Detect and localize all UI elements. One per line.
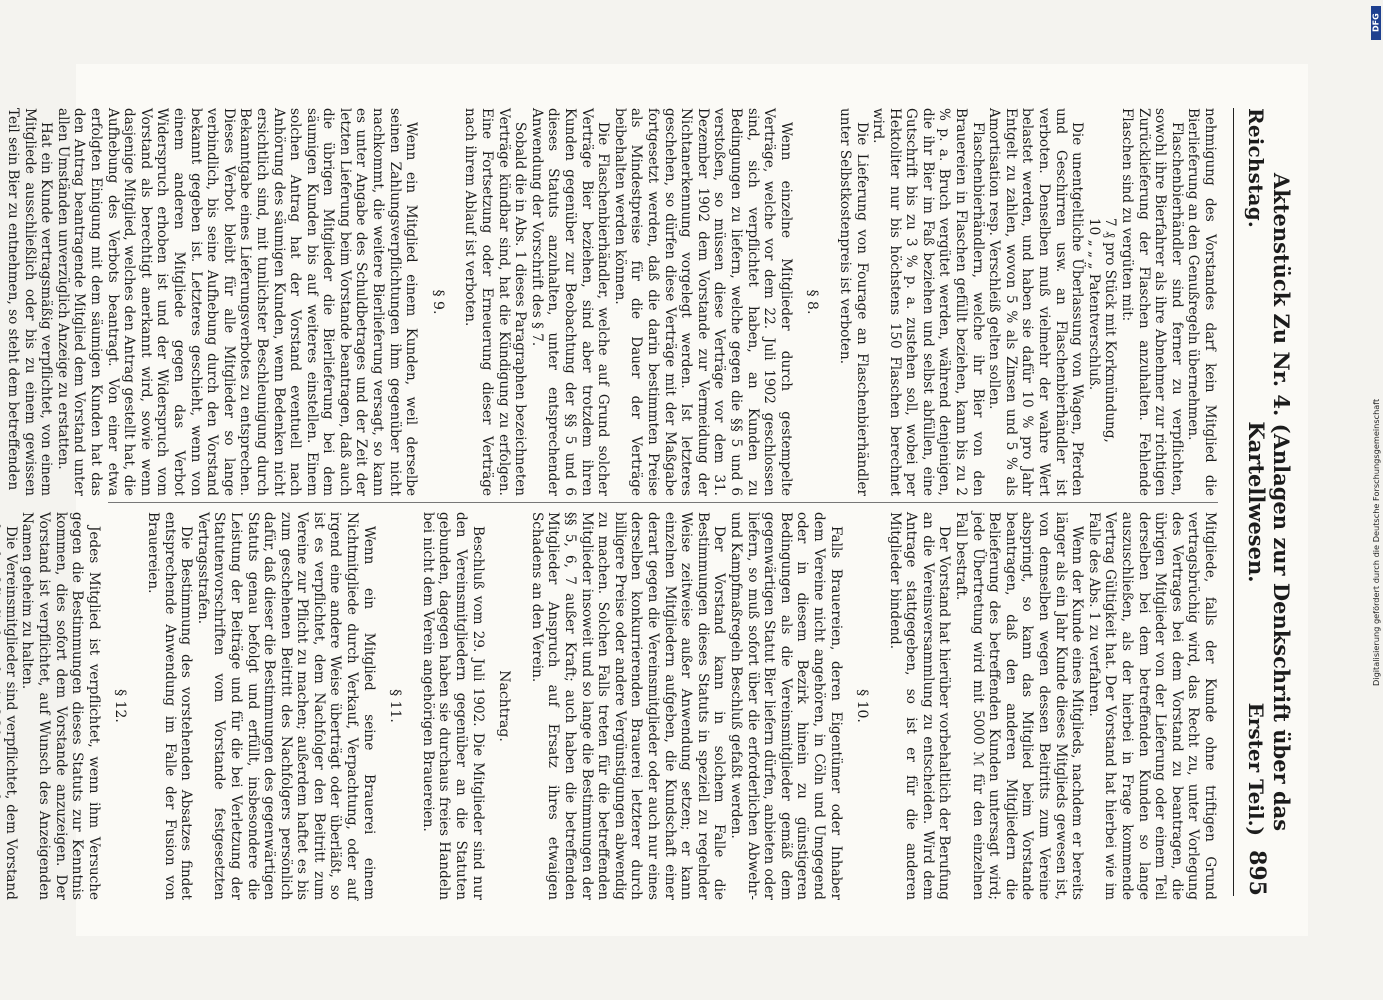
digitization-credit: Digitalisierung gefördert durch die Deutsche Forschungsgemeinschaft	[1371, 398, 1381, 686]
section-heading: § 9.	[429, 289, 446, 315]
paragraph: Flaschenbierhändler sind ferner zu verpflichten, sowohl ihre Bierfahrer als ihre Abnehmer zur richtigen Zurücklieferung der Flaschen anzuhalten. Fehlende Flaschen sind zu vergüten mit:	[1118, 108, 1185, 496]
header-center: Aktenstück Zu Nr. 4. (Anlagen zur Denkschrift über das Kartellwesen.	[1243, 172, 1294, 832]
paragraph: Jedes Mitglied ist verpflichtet, wenn ihm Versuche gegen die Bestimmungen dieses Statuts zur Kenntnis kommen, dies sofort dem Vorstande anzuzeigen. Der Vorstand ist verpflichtet, auf Wunsch des Anzeigenden Namen geheim zu halten.	[18, 512, 102, 900]
paragraph: Der Vorstand kann in solchem Falle die Bestimmungen dieses Statuts in speziell zu regelnder Weise zeitweise außer Anwendung setzen; er kann einzelnen Mitgliedern aufgeben, die Kundschaft einer derart gegen die Vereinsmitglieder oder auch nur eines derselben konkurrierenden Brauerei letzterer durch billigere Preise oder andere Vergünstigungen abwendig zu machen. Solchen Falls treten für die betreffenden Mitglieder insoweit und so lange die Bestimmungen der §§ 5, 6, 7 außer Kraft; auch haben die betreffenden Mitglieder Anspruch auf Ersatz ihres etwaigen Schadens an den Verein.	[528, 512, 727, 900]
paragraph: Wenn ein Mitglied einem Kunden, weil derselbe seinen Zahlungsverpflichtungen ihm gegenüber nicht nachkommt, die weitere Bierlieferung versagt, so kann es unter Angabe des Schuldbetrages und der Zeit der letzten Lieferung beim Vorstande beantragen, daß auch die übrigen Mitglieder die Bierlieferung bei dem säumigen Kunden bis auf weiteres einstellen. Einem solchen Antrag hat der Vorstand eventuell nach Anhörung des säumigen Kunden, wenn Bedenken nicht ersichtlich sind, mit tunlichster Beschleunigung durch Bekanntgabe eines Lieferungsverbotes zu entsprechen. Dieses Verbot bleibt für alle Mitglieder so lange verbindlich, bis seine Aufhebung durch den Vorstand bekannt gegeben ist. Letzteres geschieht, wenn von einem anderen Mitgliede gegen das Verbot Widerspruch erhoben ist und der Widerspruch vom Vorstand als berechtigt anerkannt wird, sowie wenn dasjenige Mitglied, welches den Antrag gestellt hat, die Aufhebung des Verbots beantragt. Von einer etwa erfolgten Einigung mit dem säumigen Kunden hat das den Antrag beantragende Mitglied dem Vorstand unter allen Umständen unverzüglich Anzeige zu erstatten.	[54, 108, 419, 496]
tariff-line: 10 „ „ „ Patentverschluß.	[1085, 218, 1102, 391]
paragraph: Flaschenbierhändlern, welche ihr Bier von den Brauereien in Flaschen gefüllt beziehen, kann bis zu 2 % p. a. Bruch vergütet werden, während denjenigen, die ihr Bier im Faß beziehen und selbst abfüllen, eine Gutschrift bis zu 3 % p. a. zustehen soll, wobei per Hektoliter nur bis höchstens 150 Flaschen berechnet wird.	[869, 108, 986, 496]
digitization-sidebar	[1371, 0, 1381, 686]
paragraph: Falls Brauereien, deren Eigentümer oder Inhaber dem Vereine nicht angehören, in Cöln und Umgegend oder in diesem Bezirk hinein zu günstigeren Bedingungen als die Vereinsmitglieder gemäß dem gegenwärtigen Statut Bier liefern dürfen, anbieten oder liefern, so muß sofort über die erforderlichen Abwehr- und Kampfmaßregeln Beschluß gefaßt werden.	[727, 512, 844, 900]
page-header	[1233, 108, 1294, 896]
section-heading: § 10.	[853, 689, 870, 723]
paragraph: Wenn der Kunde eines Mitglieds, nachdem er bereits länger als ein Jahr Kunde dieses Mitglieds gewesen ist, von demselben wegen dessen Beitritts zum Vereine abspringt, so kann das Mitglied beim Vorstande beantragen, daß den anderen Mitgliedern die Belieferung des betreffenden Kunden untersagt wird; jede Übertretung wird mit 5000 ℳ für den einzelnen Fall bestraft.	[952, 512, 1085, 900]
paragraph: Hat ein Kunde vertragsmäßig verpflichtet, von einem Mitgliede ausschließlich oder bis zu einem gewissen Teil sein Bier zu entnehmen, so steht dem betreffenden	[4, 108, 54, 496]
paragraph: Die Vereinsmitglieder sind verpflichtet, dem Vorstand	[2, 526, 19, 900]
tariff-line: 7 ₰ pro Stück mit Korkmündung,	[1101, 218, 1118, 443]
paragraph: Mitgliede, falls der Kunde ohne triftigen Grund vertragsbrüchig wird, das Recht zu, unter Vorlegung des Vertrages bei dem Vorstand zu beantragen, die übrigen Mitglieder von der Lieferung oder einem Teil derselben bei dem betreffenden Kunden so lange auszuschließen, als der hierbei in Frage kommende Vertrag Gültigkeit hat. Der Vorstand hat hierbei wie im Falle des Abs. 1 zu verfahren.	[1085, 512, 1218, 900]
section-heading: § 12.	[111, 689, 128, 723]
right-column	[2, 512, 1218, 900]
header-right: Erster Teil.)	[1243, 702, 1268, 836]
document-page	[2, 64, 1308, 936]
section-heading: § 8.	[803, 289, 820, 315]
paragraph: Der Vorstand hat hierüber vorbehaltlich der Berufung an die Vereinsversammlung zu entscheiden. Wird dem Antrage stattgegeben, so ist er für die anderen Mitglieder bindend.	[886, 512, 952, 900]
paragraph: nehmigung des Vorstandes darf kein Mitglied die Bierlieferung an den Genußregeln übernehmen.	[1184, 108, 1218, 496]
paragraph: Die Lieferung von Fourage an Flaschenbierhändler unter Selbstkostenpreis ist verboten.	[836, 108, 870, 496]
column-divider	[108, 502, 1218, 503]
paragraph: Die Bestimmung des vorstehenden Absatzes findet entsprechende Anwendung im Falle der Fusion von Brauereien.	[144, 512, 194, 900]
paragraph: Wenn ein Mitglied seine Brauerei einem Nichtmitgliede durch Verkauf, Verpachtung, oder auf irgend eine andere Weise überträgt oder überläßt, so ist es verpflichtet, dem Nachfolger den Beitritt zum Vereine zur Pflicht zu machen; außerdem haftet es bis zum geschehenen Beitritt des Nachfolgers persönlich dafür, daß dieser die Bestimmungen des gegenwärtigen Statuts genau befolgt und erfüllt, insbesondere die Leistung der Beiträge und für die bei Verletzung der Statutenvorschriften vom Vorstande festgesetzten Vertragsstrafen.	[194, 512, 377, 900]
paragraph: Sobald die in Abs. 1 dieses Paragraphen bezeichneten Verträge kündbar sind, hat die Kündigung zu erfolgen. Eine Fortsetzung oder Erneuerung dieser Verträge nach ihrem Ablauf ist verboten.	[461, 108, 528, 496]
paragraph: Wenn einzelne Mitglieder durch gestempelte Verträge, welche vor dem 22. Juli 1902 geschlossen sind, sich verpflichtet haben, an Kunden zu Bedingungen zu liefern, welche gegen die §§ 5 und 6 verstoßen, so müssen diese Verträge vor dem 31. Dezember 1902 dem Vorstande zur Vermeidung der Nichtanerkennung vorgelegt werden. Ist letzteres geschehen, so dürfen diese Verträge mit der Maßgabe fortgesetzt werden, daß die darin bestimmten Preise als Mindestpreise für die Dauer der Verträge beibehalten werden können.	[611, 108, 794, 496]
header-left: Reichstag.	[1243, 108, 1268, 229]
paragraph: Die unentgeltliche Überlassung von Wagen, Pferden und Geschirren usw. an Flaschenbierhändler ist verboten. Denselben muß vielmehr der wahre Wert belastet werden, und haben sie dafür 10 % pro Jahr Entgelt zu zahlen, wovon 5 % als Zinsen und 5 % als Amortisation resp. Verschleiß gelten sollen.	[985, 108, 1085, 496]
left-column	[4, 108, 1218, 496]
section-heading: § 11.	[386, 689, 403, 723]
nachtrag-heading: Nachtrag.	[495, 670, 512, 742]
page-number: 895	[1243, 850, 1270, 896]
paragraph: Die Flaschenbierhändler, welche auf Grund solcher Verträge Bier beziehen, sind aber trotzdem ihren Kunden gegenüber zur Beobachtung der §§ 5 und 6 dieses Statuts anzuhalten, unter entsprechender Anwendung der Vorschrift des § 7.	[528, 108, 611, 496]
dfg-logo: DFG	[1371, 6, 1381, 40]
paragraph: Beschluß vom 29. Juli 1902. Die Mitglieder sind nur den Vereinsmitgliedern gegenüber an die Statuten gebunden, dagegen haben sie durchaus freies Handeln bei nicht dem Verein angehörigen Brauereien.	[419, 512, 486, 900]
